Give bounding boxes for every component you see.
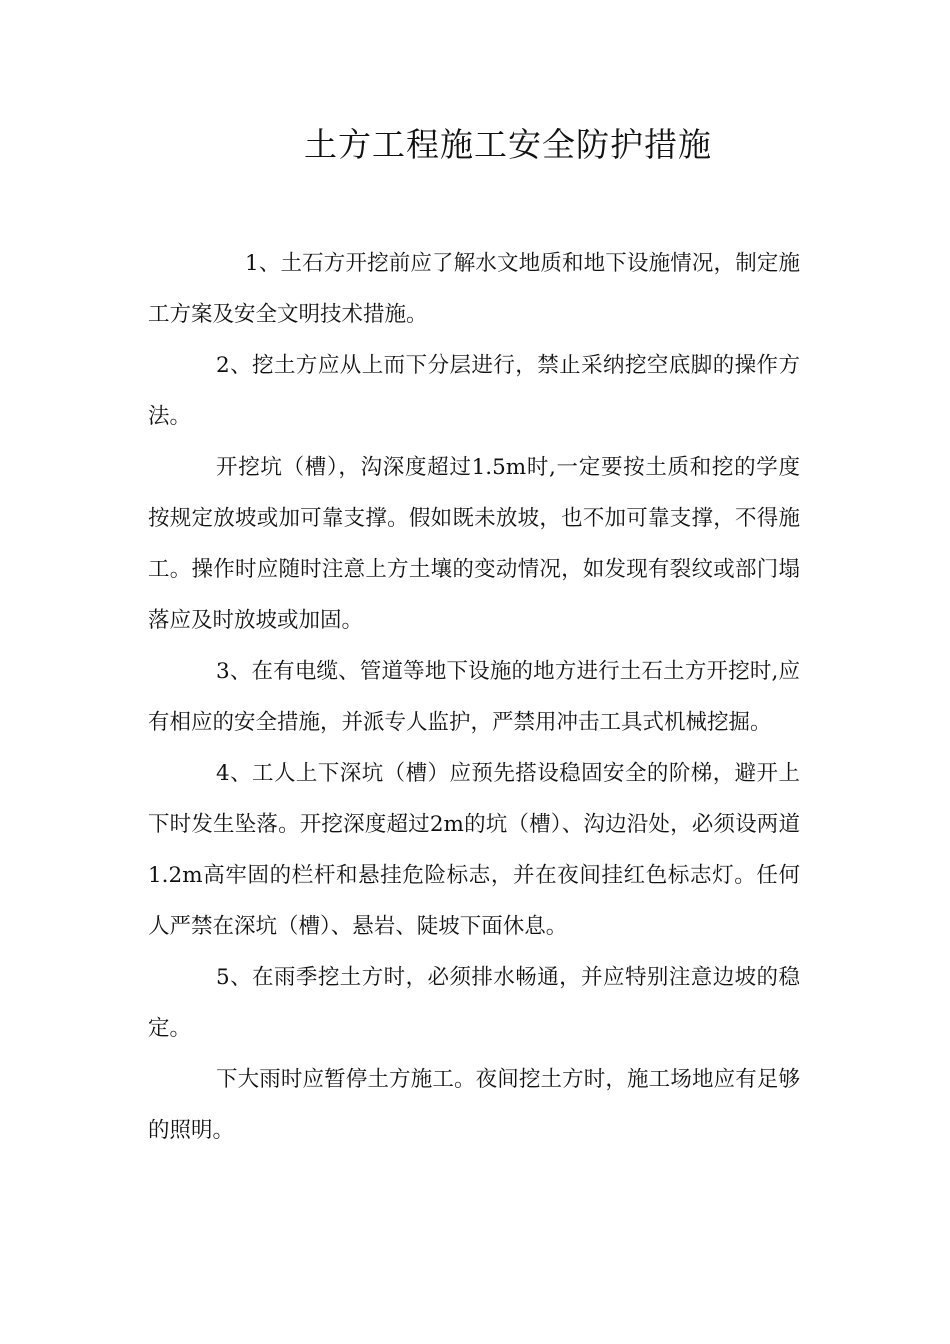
paragraph-3: 开挖坑（槽），沟深度超过1.5m时,一定要按土质和挖的学度按规定放坡或加可靠支撑。假如既未放坡，也不加可靠支撑，不得施工。操作时应随时注意上方土壤的变动情况，如发现有裂纹或部门塌落应及时放坡或加固。 (148, 455, 800, 633)
paragraph-5: 4、工人上下深坑（槽）应预先搭设稳固安全的阶梯，避开上下时发生坠落。开挖深度超过2m的坑（槽）、沟边沿处，必须设两道1.2m高牢固的栏杆和悬挂危险标志，并在夜间挂红色标志灯。任何人严禁在深坑（槽）、悬岩、陡坡下面休息。 (148, 761, 800, 939)
paragraph-2: 2、挖土方应从上而下分层进行，禁止采纳挖空底脚的操作方法。 (148, 353, 800, 429)
paragraph-1: 1、土石方开挖前应了解水文地质和地下设施情况，制定施工方案及安全文明技术措施。 (148, 251, 800, 327)
document-body (148, 238, 800, 1156)
paragraph-4: 3、在有电缆、管道等地下设施的地方进行土石土方开挖时,应有相应的安全措施，并派专人监护，严禁用冲击工具式机械挖掘。 (148, 659, 800, 735)
document-title: 土方工程施工安全防护措施 (304, 125, 712, 164)
paragraph-6: 5、在雨季挖土方时，必须排水畅通，并应特别注意边坡的稳定。 (148, 965, 800, 1041)
paragraph-7: 下大雨时应暂停土方施工。夜间挖土方时，施工场地应有足够的照明。 (148, 1067, 800, 1143)
